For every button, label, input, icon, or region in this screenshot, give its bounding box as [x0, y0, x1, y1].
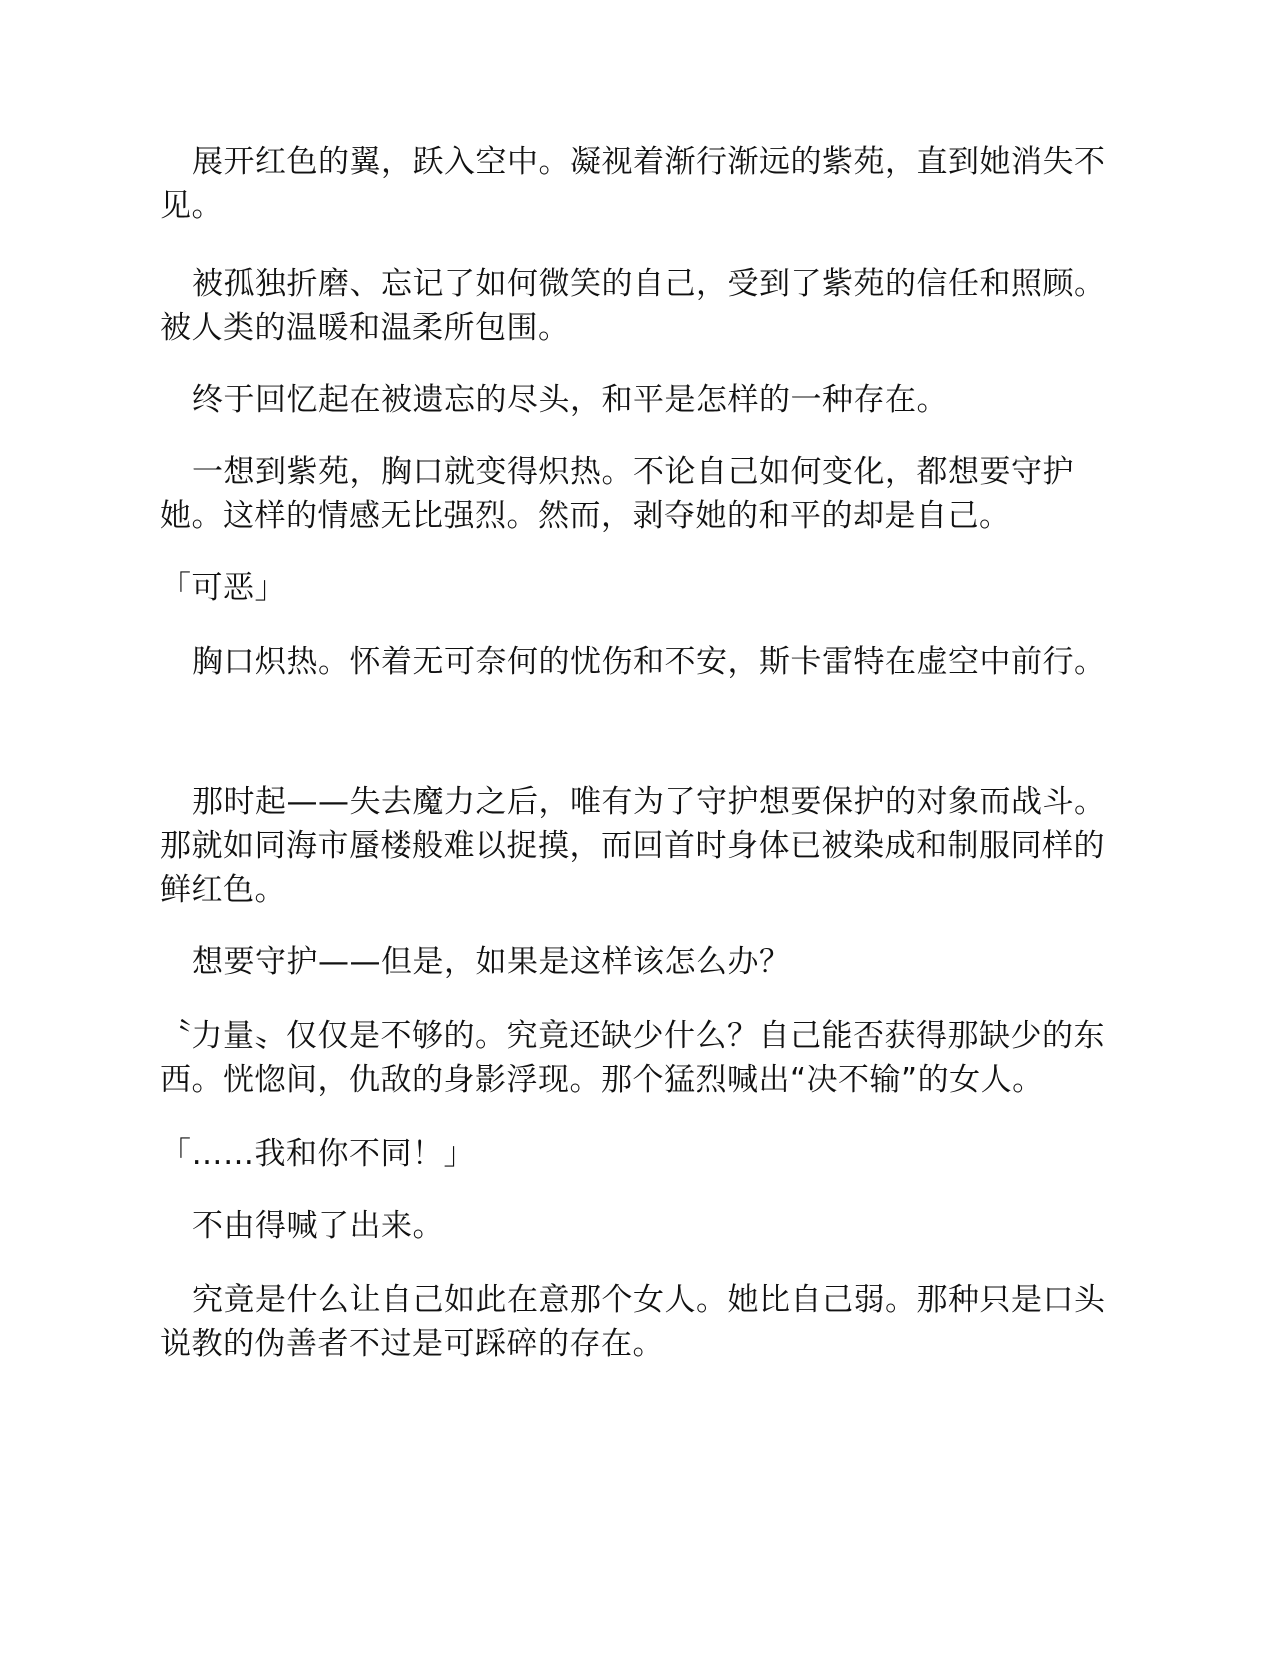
paragraph-5: 胸口炽热。怀着无可奈何的忧伤和不安，斯卡雷特在虚空中前行。: [192, 644, 1106, 680]
paragraph-8: 〝力量〟仅仅是不够的。究竟还缺少什么？自己能否获得那缺少的东西。恍惚间，仇敌的身影浮现。那个猛烈喊出“决不输”的女人。: [160, 1018, 1105, 1098]
paragraph-4: 一想到紫苑，胸口就变得炽热。不论自己如何变化，都想要守护她。这样的情感无比强烈。然而，剥夺她的和平的却是自己。: [160, 454, 1074, 534]
paragraph-2: 被孤独折磨、忘记了如何微笑的自己，受到了紫苑的信任和照顾。被人类的温暖和温柔所包围。: [160, 266, 1106, 346]
paragraph-6: 那时起——失去魔力之后，唯有为了守护想要保护的对象而战斗。那就如同海市蜃楼般难以捉摸，而回首时身体已被染成和制服同样的鲜红色。: [160, 784, 1106, 908]
quote-1: 「可恶」: [160, 570, 286, 606]
paragraph-9: 不由得喊了出来。: [192, 1208, 444, 1244]
quote-2: 「……我和你不同！」: [160, 1136, 475, 1172]
paragraph-7: 想要守护——但是，如果是这样该怎么办？: [192, 944, 791, 980]
paragraph-1: 展开红色的翼，跃入空中。凝视着渐行渐远的紫苑，直到她消失不见。: [160, 144, 1106, 224]
paragraph-10: 究竟是什么让自己如此在意那个女人。她比自己弱。那种只是口头说教的伪善者不过是可踩碎的存在。: [160, 1282, 1106, 1362]
paragraph-3: 终于回忆起在被遗忘的尽头，和平是怎样的一种存在。: [192, 382, 948, 418]
